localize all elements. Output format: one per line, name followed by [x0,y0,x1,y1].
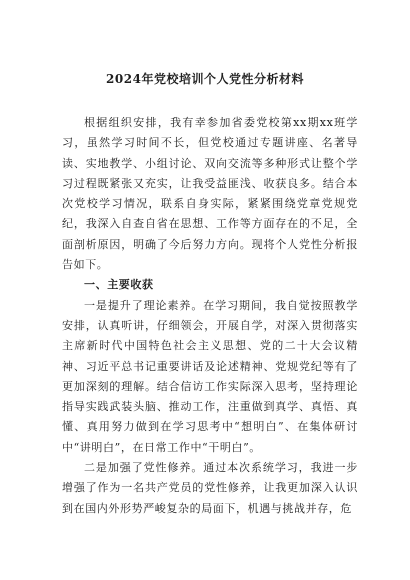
section-heading-main-gains: 一、主要收获 [84,278,154,292]
intro-paragraph: 根据组织安排，我有幸参加省委党校第xx期xx班学习，虽然学习时间不长，但党校通过专题讲座、名著导读、实地教学、小组讨论、双向交流等多种形式让整个学习过程既紧张又充实，让我受益匪浅、收获良多。结合本次党校学习情况，联系自身实际，紧紧围绕党章党规党纪，我深入自查自省在思想、工作等方面存在的不足，全面剖析原因，明确了今后努力方向。现将个人党性分析报告如下。 [62,116,358,272]
document-body [62,113,358,519]
document-title: 2024年党校培训个人党性分析材料 [106,72,304,86]
gain-item-theory: 一是提升了理论素养。在学习期间，我自觉按照教学安排，认真听讲，仔细领会，开展自学，对深入贯彻落实主席新时代中国特色社会主义思想、党的二十大会议精神、习近平总书记重要讲话及论述精神、党规党纪等有了更加深刻的理解。结合信访工作实际深入思考，坚持理论指导实践武装头脑、推动工作，注重做到真学、真悟、真懂、真用努力做到在学习思考中“想明白”、在集体研讨中“讲明白”，在日常工作中“干明白”。 [62,298,358,454]
gain-item-party-spirit: 二是加强了党性修养。通过本次系统学习，我进一步增强了作为一名共产党员的党性修养，让我更加深入认识到在国内外形势严峻复杂的局面下，机遇与挑战并存，危 [62,461,358,515]
